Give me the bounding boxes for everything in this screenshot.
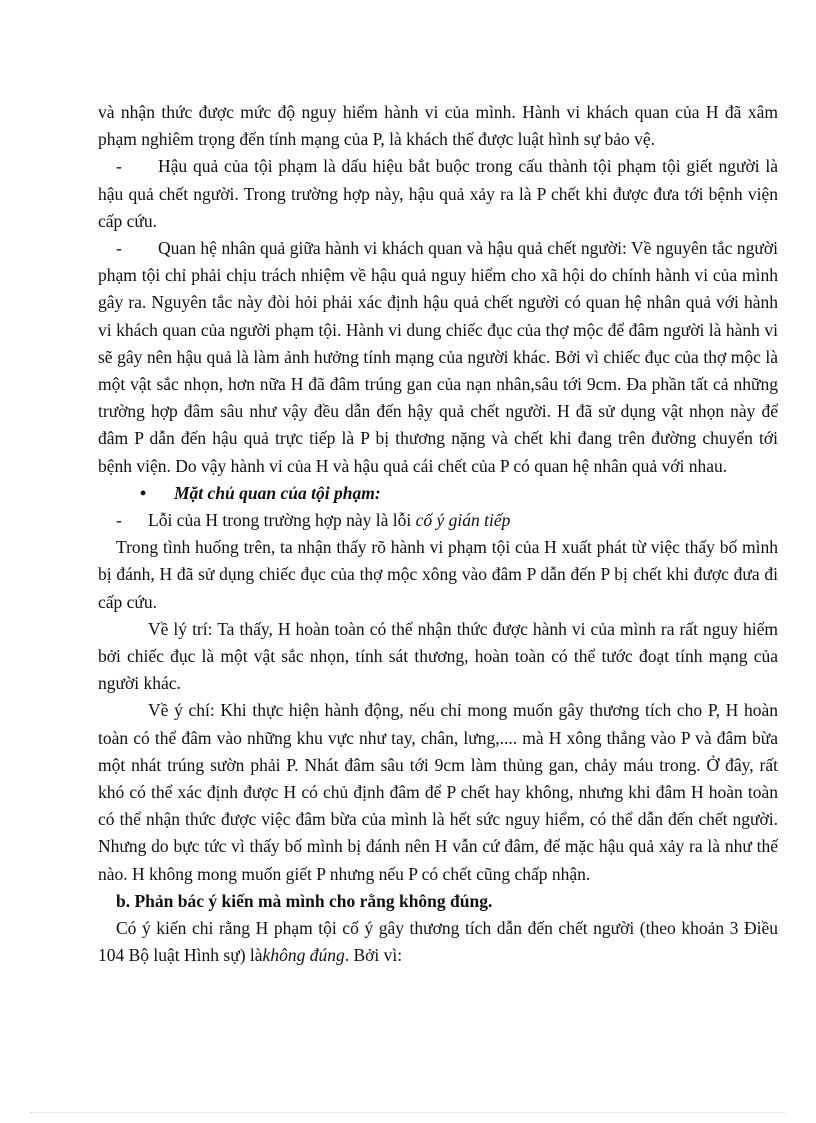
paragraph-fault (98, 507, 778, 534)
paragraph-fault-text: Lỗi của H trong trường hợp này là lỗi (148, 510, 416, 531)
paragraph-rebuttal (98, 915, 778, 969)
dash-marker: - (116, 156, 122, 177)
paragraph-rebuttal-text: Có ý kiến chi rằng H phạm tội cố ý gây thương tích dẫn đến chết người (theo khoản 3 Điều 104 Bộ luật Hình sự) là (98, 918, 778, 966)
rebuttal-emphasis: không đúng (262, 945, 345, 966)
paragraph-will: Về ý chí: Khi thực hiện hành động, nếu chỉ mong muốn gây thương tích cho P, H hoàn toàn có thể đâm vào những khu vực như tay, chân, lưng,.... mà H xông thẳng vào P và đâm bừa một nhát trúng sườn phải P. Nhát đâm sâu tới 9cm làm thủng gan, chảy máu trong. Ở đây, rất khó có thể xác định được H có chủ định đâm để P chết hay không, nhưng khi đâm H hoàn toàn có thể nhận thức được việc đâm bừa của mình là hết sức nguy hiểm, có thể dẫn đến chết người. Nhưng do bực tức vì thấy bố mình bị đánh nên H vẫn cứ đâm, để mặc hậu quả xảy ra là như thế nào. H không mong muốn giết P nhưng nếu P có chết cũng chấp nhận. (98, 700, 778, 884)
subjective-heading (98, 480, 778, 507)
paragraph-1: và nhận thức được mức độ nguy hiểm hành vi của mình. Hành vi khách quan của H đã xâm phạm nghiêm trọng đến tính mạng của P, là khách thể được luật hình sự bảo vệ. (98, 102, 778, 150)
dash-marker: - (116, 238, 122, 259)
section-heading-b: b. Phản bác ý kiến mà mình cho rằng không đúng. (116, 890, 493, 911)
paragraph-rebuttal-end: . Bởi vì: (344, 945, 403, 966)
paragraph-causality (98, 235, 778, 480)
paragraph-reason: Về lý trí: Ta thấy, H hoàn toàn có thể nhận thức được hành vi của mình ra rất nguy hiểm bởi chiếc đục là một vật sắc nhọn, tính sát thương, hoàn toàn có thể tước đoạt tính mạng của người khác. (98, 618, 778, 694)
paragraph-situation: Trong tình huống trên, ta nhận thấy rõ hành vi phạm tội của H xuất phát từ việc thấy bố mình bị đánh, H đã sử dụng chiếc đục của thợ mộc xông vào đâm P dẫn đến P bị chết khi được đưa đi cấp cứu. (98, 537, 778, 612)
page-bottom-divider (30, 1112, 786, 1113)
fault-type: cố ý gián tiếp (415, 510, 511, 531)
bullet-icon: • (140, 482, 147, 503)
paragraph-causality-text: Quan hệ nhân quả giữa hành vi khách quan và hậu quả chết người: Về nguyên tắc người phạm tội chỉ phải chịu trách nhiệm về hậu quả nguy hiểm cho xã hội do chính hành vi của mình gây ra. Nguyên tắc này đòi hỏi phải xác định hậu quả chết người có quan hệ nhân quả với hành vi khách quan của người phạm tội. Hành vi dung chiếc đục của thợ mộc để đâm người là hành vi sẽ gây nên hậu quả là làm ảnh hưởng tính mạng của người khác. Bởi vì chiếc đục của thợ mộc là một vật sắc nhọn, hơn nữa H đã đâm trúng gan của nạn nhân,sâu tới 9cm. Đa phần tất cả những trường hợp đâm sâu như vậy đều dẫn đến hậy quả chết người. H đã sử dụng vật nhọn này để đâm P dẫn đến hậu quả trực tiếp là P bị thương nặng và chết khi đang trên đường chuyển tới bệnh viện. Do vậy hành vi của H và hậu quả cái chết của P có quan hệ nhân quả với nhau. (98, 238, 778, 476)
subjective-heading-text: Mặt chủ quan của tội phạm: (174, 482, 381, 503)
paragraph-consequence (98, 153, 778, 235)
dash-marker: - (116, 510, 122, 531)
paragraph-consequence-text: Hậu quả của tội phạm là dấu hiệu bắt buộc trong cấu thành tội phạm tội giết người là hậu quả chết người. Trong trường hợp này, hậu quả xảy ra là P chết khi được đưa tới bệnh viện cấp cứu. (98, 156, 778, 231)
document-body (98, 99, 778, 970)
